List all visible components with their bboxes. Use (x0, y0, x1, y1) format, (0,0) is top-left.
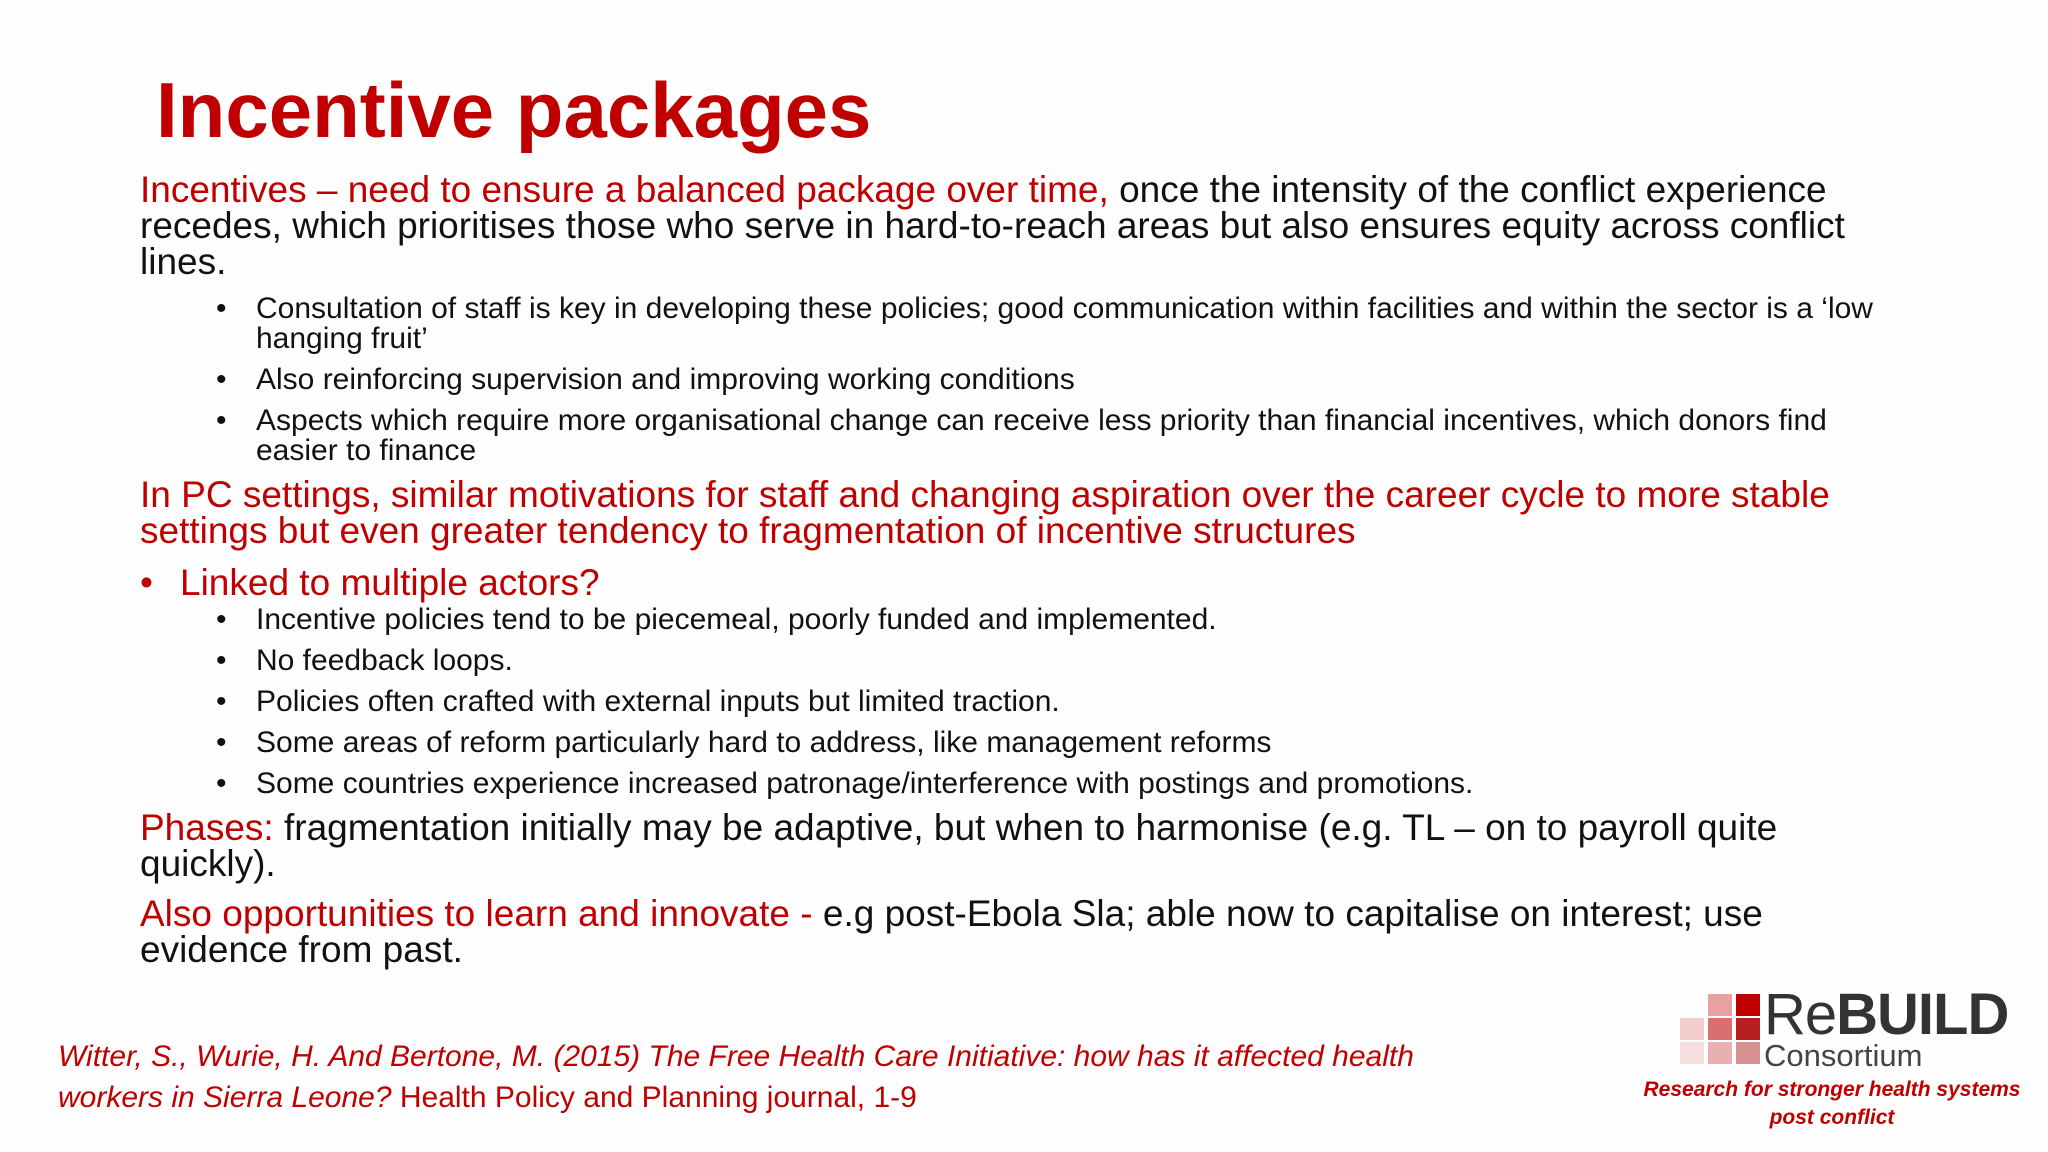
reference-citation (58, 1036, 1518, 1118)
list-item (216, 363, 1900, 396)
incentives-sublist (140, 294, 1900, 466)
reference-italic: Witter, S., Wurie, H. And Bertone, M. (2015) The Free Health Care Initiative: how has it affected health workers in Sierra Leone? (58, 1040, 1414, 1114)
bullet-icon: • (216, 363, 227, 396)
slide-body (140, 169, 1900, 982)
list-item-actors (140, 562, 1900, 603)
list-item-text: Linked to multiple actors? (180, 562, 600, 603)
paragraph-opportunities-lead: Also opportunities to learn and innovate - (140, 893, 823, 934)
list-item-text: Also reinforcing supervision and improving working conditions (256, 363, 1075, 396)
logo-prefix: Re (1764, 982, 1837, 1047)
list-item-text: Some countries experience increased patronage/interference with postings and promotions. (256, 767, 1474, 800)
paragraph-incentives-lead: Incentives – need to ensure a balanced package over time, (140, 169, 1109, 210)
paragraph-phases (140, 807, 1900, 884)
list-item-text: No feedback loops. (256, 644, 513, 677)
paragraph-phases-lead: Phases: (140, 807, 274, 848)
bullet-icon: • (140, 562, 153, 603)
paragraph-opportunities-text: e.g post-Ebola Sla; able now to capitalise on interest; use evidence from past. (140, 893, 1763, 970)
list-item (216, 292, 1900, 355)
bullet-icon: • (216, 685, 227, 718)
paragraph-opportunities (140, 893, 1900, 970)
list-item (216, 726, 1900, 759)
slide-title: Incentive packages (156, 66, 872, 154)
reference-journal: Health Policy and Planning journal, 1-9 (391, 1081, 917, 1114)
bullet-icon: • (216, 644, 227, 677)
list-item-text: Aspects which require more organisational change can receive less priority than financial incentives, which donors find easier to finance (256, 404, 1827, 467)
list-item (216, 603, 1900, 636)
paragraph-pc-settings: In PC settings, similar motivations for staff and changing aspiration over the career cycle to more stable settings but even greater tendency to fragmentation of incentive structures (140, 474, 1830, 551)
actors-list (140, 563, 1900, 603)
list-item-text: Some areas of reform particularly hard to address, like management reforms (256, 726, 1272, 759)
rebuild-logo (1680, 982, 2009, 1073)
logo-subtitle: Consortium (1764, 1038, 1923, 1073)
bullet-icon: • (216, 603, 227, 636)
list-item (216, 685, 1900, 718)
bullet-icon: • (216, 726, 227, 759)
logo-main: BUILD (1836, 982, 2009, 1047)
list-item (216, 404, 1900, 467)
list-item-text: Consultation of staff is key in developing these policies; good communication within facilities and within the sector is a ‘low hanging fruit’ (256, 292, 1873, 355)
paragraph-incentives (140, 169, 1900, 282)
paragraph-phases-text: fragmentation initially may be adaptive, but when to harmonise (e.g. TL – on to payroll quite quickly). (140, 807, 1778, 884)
bullet-icon: • (216, 404, 227, 437)
list-item (216, 767, 1900, 800)
paragraph-incentives-text: once the intensity of the conflict experience recedes, which prioritises those who serve in hard-to-reach areas but also ensures equity across conflict lines. (140, 169, 1845, 282)
bullet-icon: • (216, 292, 227, 325)
list-item-text: Incentive policies tend to be piecemeal, poorly funded and implemented. (256, 603, 1217, 636)
bullet-icon: • (216, 767, 227, 800)
actors-sublist (140, 605, 1900, 799)
logo-tagline: Research for stronger health systems post conflict (1643, 1078, 2021, 1129)
logo-mosaic-icon (1680, 994, 1760, 1066)
list-item-text: Policies often crafted with external inputs but limited traction. (256, 685, 1060, 718)
list-item (216, 644, 1900, 677)
logo-wordmark (1764, 982, 2009, 1047)
